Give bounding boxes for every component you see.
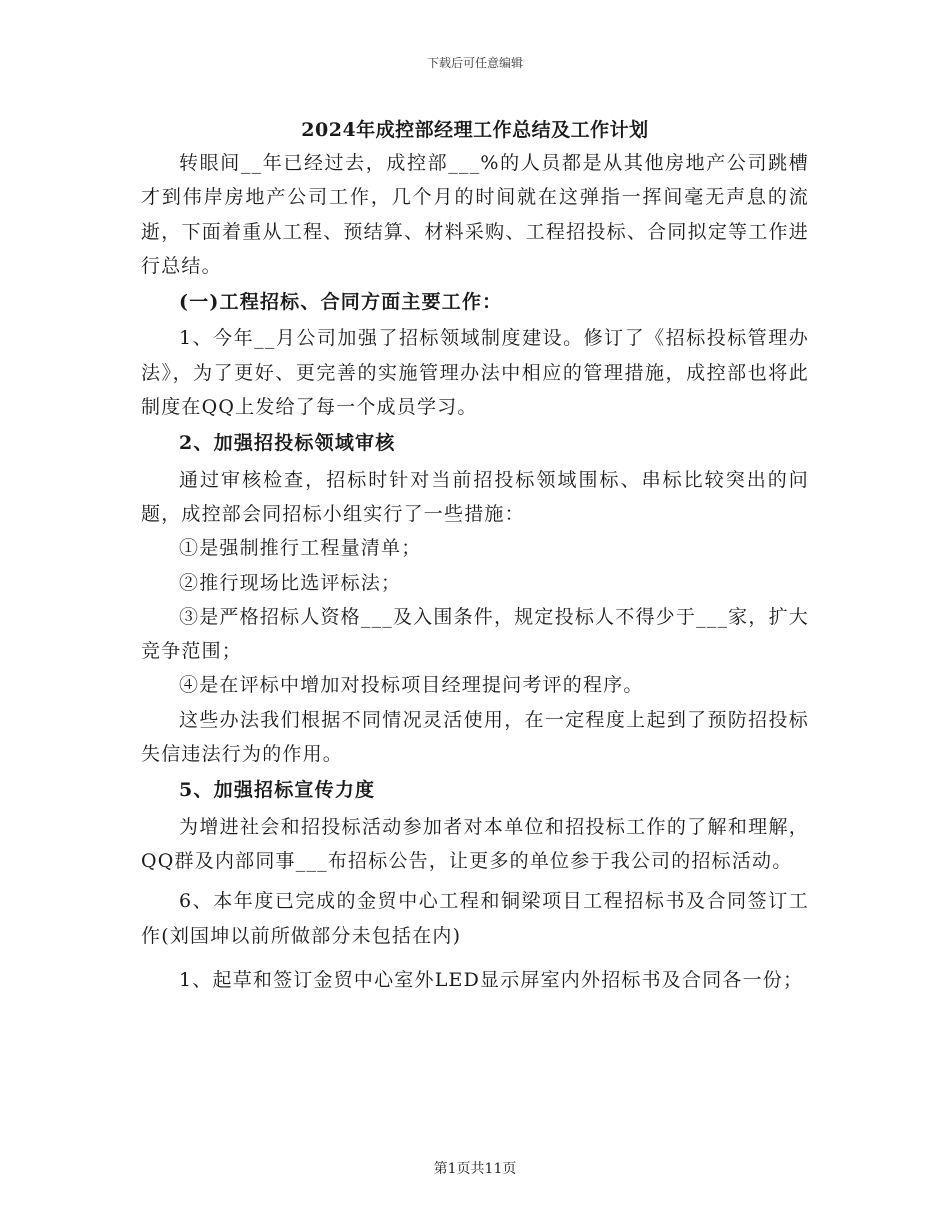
document-title: 2024年成控部经理工作总结及工作计划: [301, 119, 649, 141]
measure-1: ①是强制推行工程量清单；: [179, 537, 422, 560]
paragraph-intro: 转眼间__年已经过去，成控部___%的人员都是从其他房地产公司跳槽才到伟岸房地产公司工作，几个月的时间就在这弹指一挥间毫无声息的流逝，下面着重从工程、预结算、材料采购、工程招投标、合同拟定等工作进行总结。: [141, 152, 809, 277]
paragraph-effect: 这些办法我们根据不同情况灵活使用，在一定程度上起到了预防招投标失信违法行为的作用。: [141, 708, 809, 766]
measure-3: ③是严格招标人资格___及入围条件，规定投标人不得少于___家，扩大竞争范围；: [141, 605, 809, 663]
measure-4: ④是在评标中增加对投标项目经理提问考评的程序。: [179, 674, 644, 697]
measure-2: ②推行现场比选评标法；: [179, 571, 402, 594]
paragraph-subitem-1: 1、起草和签订金贸中心室外LED显示屏室内外招标书及合同各一份；: [179, 968, 804, 991]
page-header-note: 下载后可任意编辑: [426, 56, 523, 70]
document-body: [141, 146, 809, 997]
paragraph-item-6: 6、本年度已完成的金贸中心工程和铜梁项目工程招标书及合同签订工作(刘国坤以前所做部分未包括在内): [141, 890, 809, 947]
paragraph-review: 通过审核检查，招标时针对当前招投标领域围标、串标比较突出的问题，成控部会同招标小组实行了一些措施：: [141, 468, 809, 525]
paragraph-item-1: 1、今年__月公司加强了招标领域制度建设。修订了《招标投标管理办法》，为了更好、更完善的实施管理办法中相应的管理措施，成控部也将此制度在QQ上发给了每一个成员学习。: [141, 327, 809, 419]
page-number: 第1页共11页: [433, 1161, 517, 1177]
section-heading-5: 5、加强招标宣传力度: [179, 779, 376, 802]
section-heading-1: (一)工程招标、合同方面主要工作：: [179, 291, 503, 314]
section-heading-2: 2、加强招投标领域审核: [179, 432, 396, 455]
paragraph-publicity: 为增进社会和招投标活动参加者对本单位和招投标工作的了解和理解，QQ群及内部同事___布招标公告，让更多的单位参于我公司的招标活动。: [141, 815, 809, 872]
